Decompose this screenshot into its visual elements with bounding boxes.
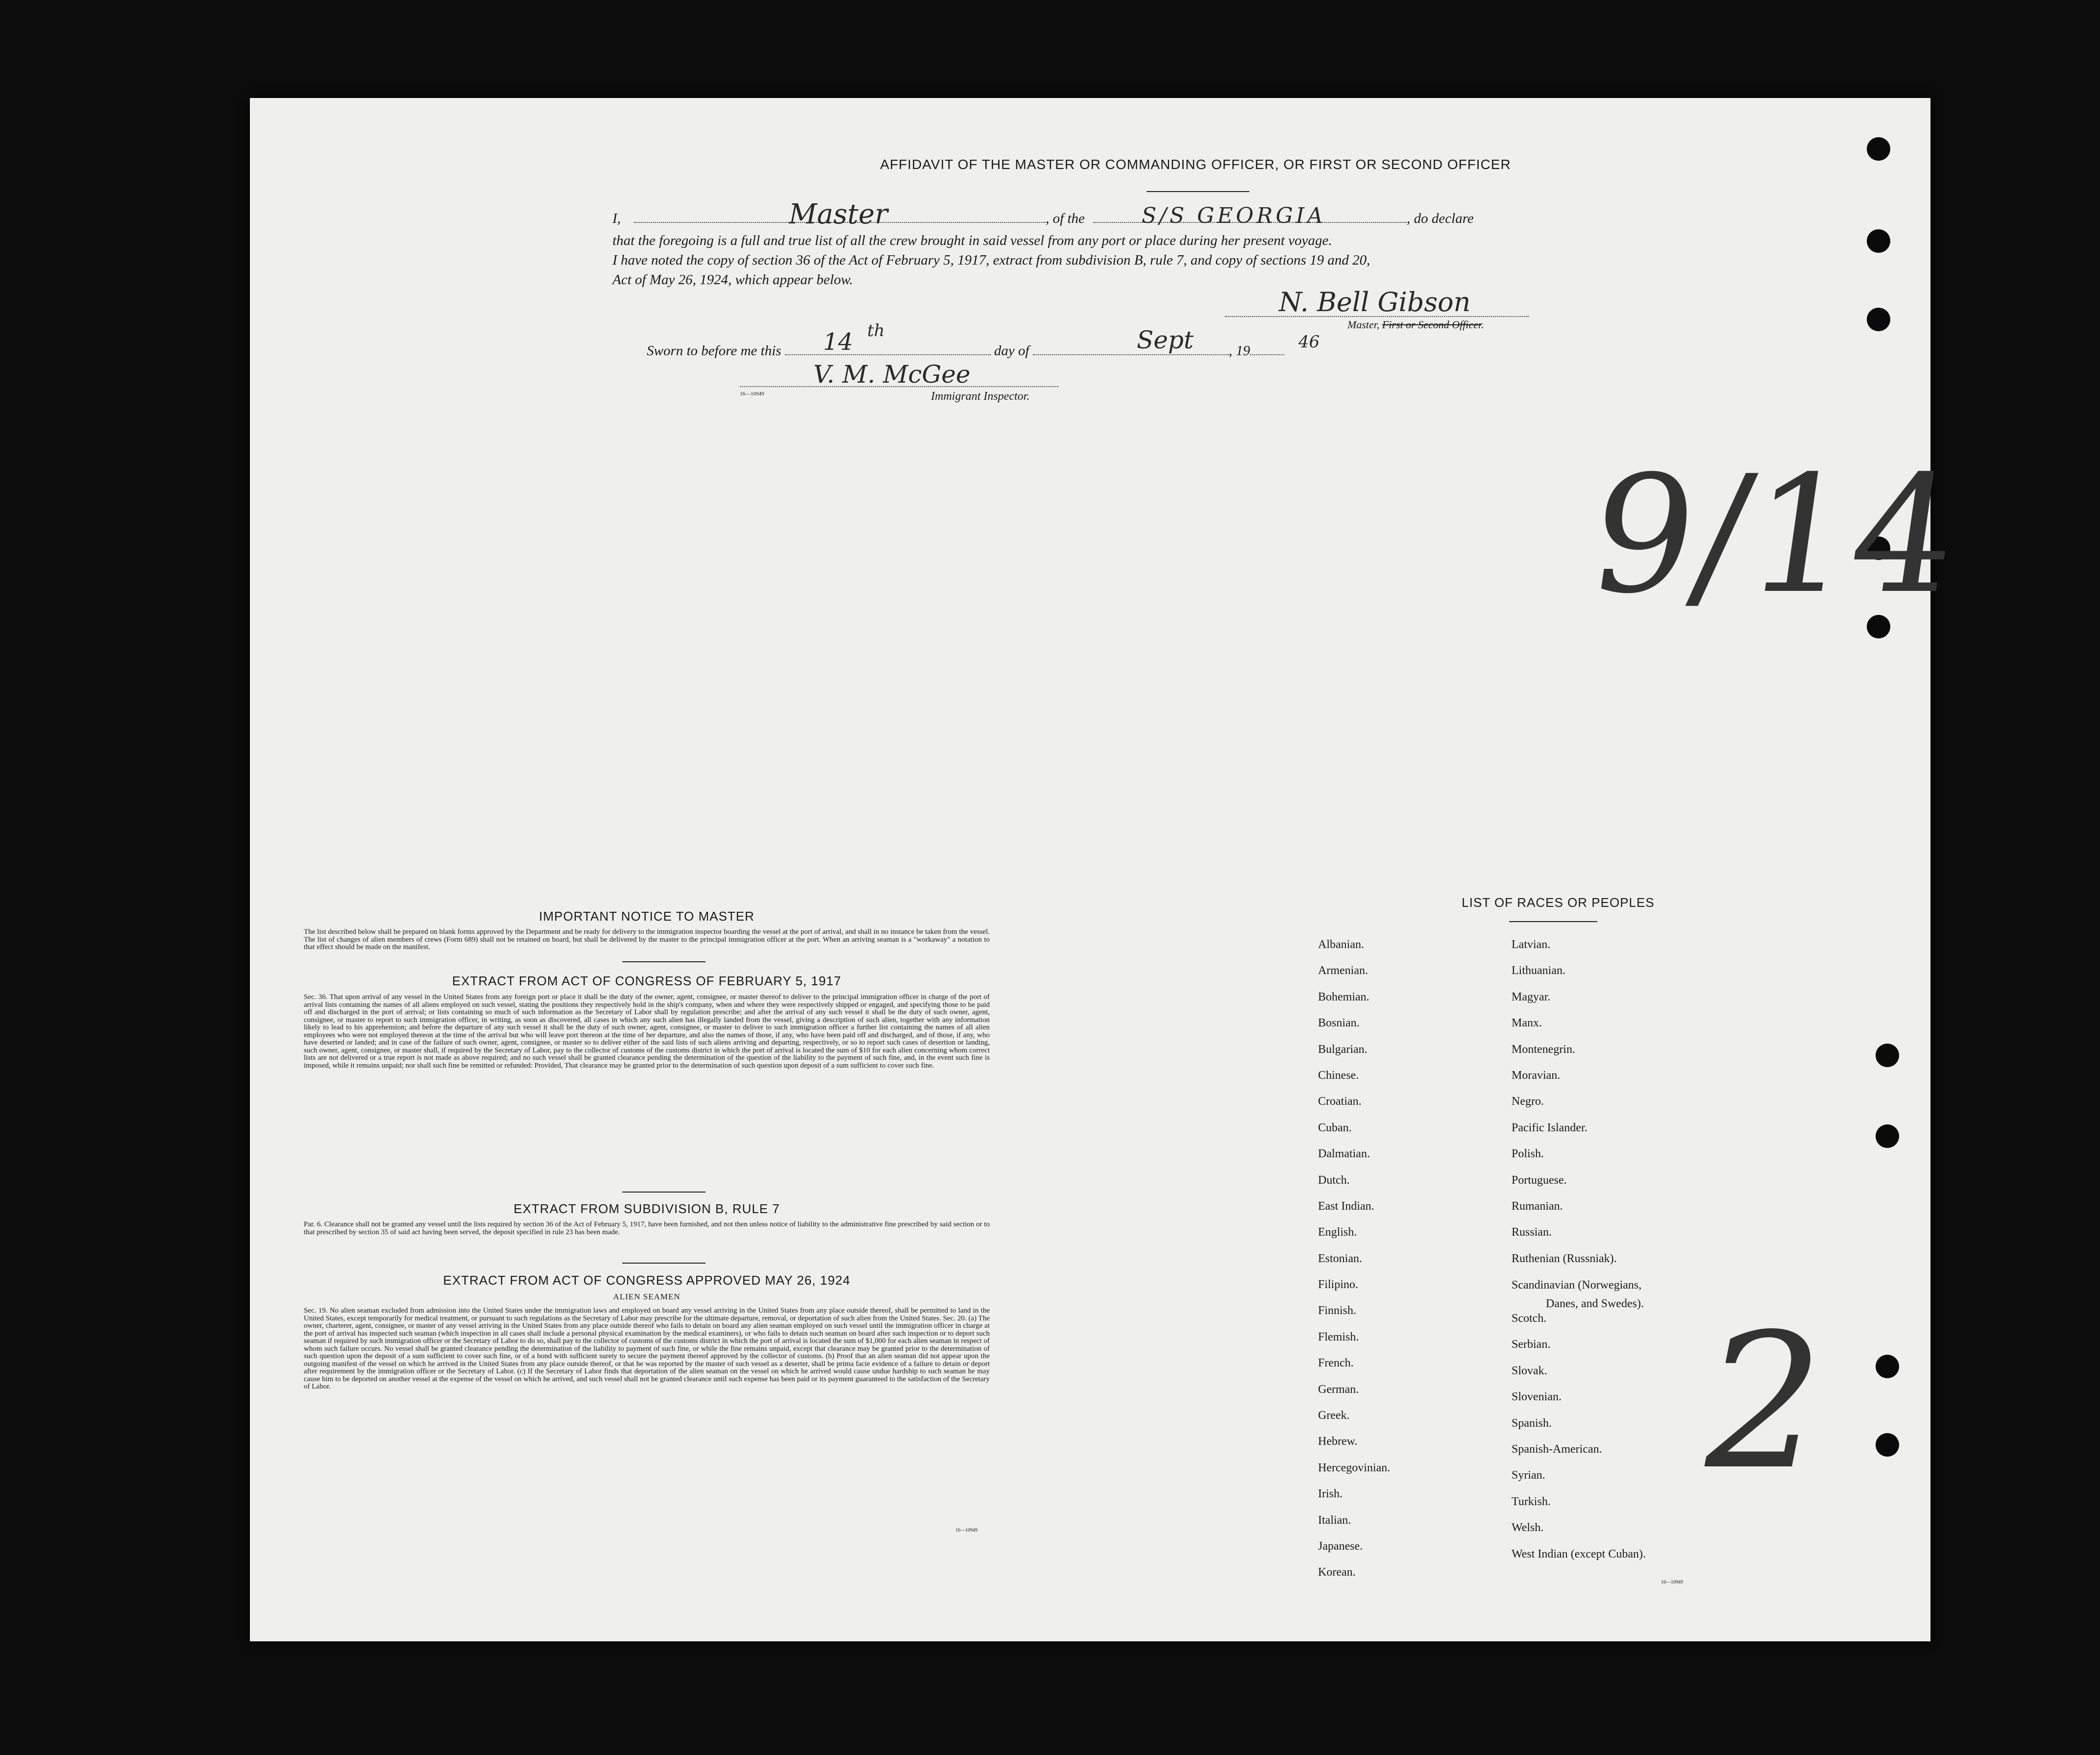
sworn-label: Sworn to before me this bbox=[647, 343, 781, 359]
race-item: Negro. bbox=[1512, 1095, 1544, 1108]
day-handwritten: 14 bbox=[823, 328, 854, 356]
race-item: Albanian. bbox=[1318, 938, 1364, 951]
race-item: Scotch. bbox=[1512, 1312, 1547, 1325]
officer-label: Master, First or Second Officer. bbox=[1347, 318, 1484, 331]
race-item: Syrian. bbox=[1512, 1469, 1545, 1482]
day-of-label: day of bbox=[994, 343, 1029, 359]
rule7-title: EXTRACT FROM SUBDIVISION B, RULE 7 bbox=[513, 1201, 780, 1216]
form-number: 16—10949 bbox=[1661, 1580, 1683, 1585]
inspector-label: Immigrant Inspector. bbox=[931, 390, 1030, 403]
form-number: 16—10949 bbox=[740, 391, 764, 397]
race-item: Serbian. bbox=[1512, 1338, 1551, 1351]
do-declare-label: , do declare bbox=[1407, 211, 1474, 226]
races-rule bbox=[1509, 921, 1597, 922]
race-item: Slovak. bbox=[1512, 1364, 1547, 1377]
races-title: LIST OF RACES OR PEOPLES bbox=[1462, 895, 1655, 910]
extract-1924-title: EXTRACT FROM ACT OF CONGRESS APPROVED MAY 26, 1924 bbox=[443, 1273, 851, 1288]
notice-title: IMPORTANT NOTICE TO MASTER bbox=[539, 909, 755, 924]
race-item: Magyar. bbox=[1512, 990, 1551, 1003]
inspector-line bbox=[740, 386, 1058, 387]
title-rule bbox=[1147, 191, 1249, 192]
punch-hole bbox=[1876, 1355, 1899, 1378]
of-the-label: , of the bbox=[1046, 211, 1085, 226]
race-item: English. bbox=[1318, 1226, 1357, 1239]
date-annotation: 9/14 bbox=[1579, 441, 1969, 629]
race-item: Filipino. bbox=[1318, 1278, 1359, 1292]
year-handwritten: 46 bbox=[1298, 332, 1320, 352]
race-item: Flemish. bbox=[1318, 1330, 1359, 1343]
race-item: Welsh. bbox=[1512, 1521, 1544, 1535]
race-item: Italian. bbox=[1318, 1513, 1351, 1527]
punch-hole bbox=[1876, 1124, 1899, 1148]
race-item: German. bbox=[1318, 1383, 1359, 1396]
master-signature: N. Bell Gibson bbox=[1279, 287, 1471, 317]
affidavit-line3: I have noted the copy of section 36 of the Act of February 5, 1917, extract from subdivision B, rule 7, and copy of sections 19 and 20, bbox=[612, 252, 1370, 268]
name-handwritten: Master bbox=[789, 198, 888, 230]
race-item: Ruthenian (Russniak). bbox=[1512, 1252, 1617, 1265]
month-field bbox=[1033, 354, 1229, 355]
section-rule bbox=[622, 1192, 706, 1193]
section-rule bbox=[622, 1263, 706, 1264]
race-item: Bosnian. bbox=[1318, 1017, 1360, 1030]
race-item: Spanish. bbox=[1512, 1416, 1552, 1430]
page-number-annotation: 2 bbox=[1705, 1293, 1824, 1511]
affidavit-title: AFFIDAVIT OF THE MASTER OR COMMANDING OFFICER, OR FIRST OR SECOND OFFICER bbox=[880, 157, 1511, 172]
day-field bbox=[785, 354, 991, 355]
race-item: Korean. bbox=[1318, 1566, 1356, 1579]
affidavit-line2: that the foregoing is a full and true list of all the crew brought in said vessel from any port or place during her present voyage. bbox=[612, 233, 1332, 248]
punch-hole bbox=[1876, 1044, 1899, 1067]
race-item: Irish. bbox=[1318, 1487, 1343, 1501]
races-left-column bbox=[1318, 932, 1390, 1586]
form-number: 16—10949 bbox=[955, 1528, 977, 1533]
day-suffix-handwritten: th bbox=[867, 321, 885, 341]
affidavit-line4: Act of May 26, 1924, which appear below. bbox=[612, 272, 853, 288]
race-item: Danes, and Swedes). bbox=[1546, 1297, 1644, 1311]
race-item: Cuban. bbox=[1318, 1121, 1352, 1134]
race-item: Montenegrin. bbox=[1512, 1043, 1575, 1056]
i-label: I, bbox=[612, 211, 621, 226]
rule7-body: Par. 6. Clearance shall not be granted any vessel until the lists required by section 36 of the Act of February 5, 1917, have been furnished, and not then unless notice of liability to the administrative fine prescribed by said section or to that prescribed by section 35 of said act having been served, the deposit specified in rule 23 has been made. bbox=[304, 1220, 990, 1236]
year-field bbox=[1250, 354, 1284, 355]
punch-hole bbox=[1867, 308, 1890, 331]
race-item: Russian. bbox=[1512, 1226, 1552, 1239]
race-item: Latvian. bbox=[1512, 938, 1551, 951]
extract-1917-title: EXTRACT FROM ACT OF CONGRESS OF FEBRUARY 5, 1917 bbox=[452, 974, 842, 988]
race-item: Portuguese. bbox=[1512, 1173, 1567, 1187]
race-item: Bohemian. bbox=[1318, 990, 1369, 1003]
vessel-handwritten: S/S GEORGIA bbox=[1142, 203, 1326, 228]
race-item: Chinese. bbox=[1318, 1069, 1359, 1082]
struck-officer-label: First or Second Officer bbox=[1382, 318, 1482, 331]
race-item: Slovenian. bbox=[1512, 1390, 1562, 1404]
race-item: Dutch. bbox=[1318, 1173, 1350, 1187]
section-rule bbox=[622, 961, 706, 962]
race-item: Japanese. bbox=[1318, 1539, 1363, 1553]
punch-hole bbox=[1876, 1433, 1899, 1457]
race-item: Rumanian. bbox=[1512, 1199, 1563, 1213]
punch-hole bbox=[1867, 137, 1890, 161]
race-item: Polish. bbox=[1512, 1147, 1544, 1161]
master-label: Master, bbox=[1347, 318, 1380, 331]
race-item: French. bbox=[1318, 1357, 1354, 1370]
race-item: Croatian. bbox=[1318, 1095, 1362, 1108]
race-item: Manx. bbox=[1512, 1017, 1542, 1030]
race-item: Greek. bbox=[1318, 1409, 1350, 1422]
race-item: Lithuanian. bbox=[1512, 964, 1565, 977]
race-item: East Indian. bbox=[1318, 1199, 1374, 1213]
month-handwritten: Sept bbox=[1137, 326, 1194, 354]
race-item: Armenian. bbox=[1318, 964, 1368, 977]
race-item: Scandinavian (Norwegians, bbox=[1512, 1279, 1642, 1292]
extract-1917-body: Sec. 36. That upon arrival of any vessel in the United States from any foreign port or place it shall be the duty of the owner, agent, consignee, or master thereof to deliver to the principal immigration officer in charge of the port of arrival lists containing the names of all aliens employed on such vessel, stating the positions they respectively hold in the ship's company, when and where they were respectively shipped or engaged, and specifying those to be paid off and discharged in the port of arrival; or lists containing so much of such information as the Secretary of Labor shall by regulation prescribe; and after the arrival of any such vessel it shall be the duty of such owner, agent, consignee, or master to report to such immigration officer, in writing, as soon as discovered, all cases in which any such alien has illegally landed from the vessel, giving a description of such alien, together with any information likely to lead to his apprehension; and before the departure of any such vessel it shall be the duty of such owner, agent, consignee, or master to deliver to such immigration officer a further list containing the names of all alien employees who were not employed thereon at the time of the arrival but who will leave port thereon at the time of her departure, and also the names of those, if any, who have been paid off and discharged, and of those, if any, who have deserted or landed; and in case of the failure of such owner, agent, consignee, or master so to deliver either of the said lists of such aliens arriving and departing, respectively, or so to report such cases of desertion or landing, such owner, agent, consignee, or master shall, if required by the Secretary of Labor, pay to the collector of customs of the customs district in which the port of arrival is located the sum of $10 for each alien concerning whom correct lists are not delivered or a true report is not made as above required; and no such vessel shall be granted clearance pending the determination of the question of the liability to the payment of such fine, and, in the event such fine is imposed, while it remains unpaid; nor shall such fine be remitted or refunded: Provided, That clearance may be granted prior to the determination of such question upon deposit of a sum sufficient to cover such fine. bbox=[304, 993, 990, 1070]
race-item: Turkish. bbox=[1512, 1495, 1551, 1508]
inspector-signature: V. M. McGee bbox=[813, 360, 971, 389]
race-item: Pacific Islander. bbox=[1512, 1121, 1587, 1134]
race-item: Finnish. bbox=[1318, 1304, 1357, 1317]
race-item: Moravian. bbox=[1512, 1069, 1561, 1082]
signature-line bbox=[1225, 316, 1529, 317]
document-page bbox=[250, 98, 1969, 1641]
year-prefix: , 19 bbox=[1228, 343, 1250, 359]
notice-body: The list described below shall be prepared on blank forms approved by the Department and be ready for delivery to the immigration inspector boarding the vessel at the port of arrival, and shall in no instance be taken from the vessel. The list of changes of alien members of crews (Form 689) shall not be retained on board, but shall be delivered by the master to the principal immigration officer at the port. When an arriving seaman is a "workaway" a notation to that effect should be made on the manifest. bbox=[304, 928, 990, 951]
alien-seamen-subtitle: ALIEN SEAMEN bbox=[613, 1292, 681, 1301]
race-item: Hebrew. bbox=[1318, 1435, 1358, 1448]
race-item: West Indian (except Cuban). bbox=[1512, 1547, 1646, 1560]
race-item: Hercegovinian. bbox=[1318, 1461, 1391, 1474]
punch-hole bbox=[1867, 229, 1890, 253]
races-right-column bbox=[1512, 932, 1646, 1567]
extract-1924-body: Sec. 19. No alien seaman excluded from admission into the United States under the immigration laws and employed on board any vessel arriving in the United States from any place outside thereof, shall be permitted to land in the United States, except temporarily for medical treatment, or pursuant to such regulations as the Secretary of Labor may prescribe for the ultimate departure, removal, or deportation of such alien from the United States. Sec. 20. (a) The owner, charterer, agent, consignee, or master of any vessel arriving in the United States from any place outside thereof who fails to detain on board any alien seaman employed on such vessel until the immigration officer in charge at the port of arrival has inspected such seaman (which inspection in all cases shall include a personal physical examination by the medical examiners), or who fails to detain such seaman on board after such inspection or to deport such seaman if required by such immigration officer or the Secretary of Labor to do so, shall pay to the collector of customs of the customs district in which the port of arrival is located the sum of $1,000 for each alien seaman in respect of whom such failure occurs. No vessel shall be granted clearance pending the determination of the liability to payment of such fine, or while the fine remains unpaid, except that clearance may be granted prior to the determination of such question upon the deposit of a sum sufficient to cover such fine, or of a bond with sufficient surety to secure the payment thereof approved by the collector of customs. (b) Proof that an alien seaman did not appear upon the outgoing manifest of the vessel on which he arrived in the United States from any place outside thereof, or that he was reported by the master of such vessel as a deserter, shall be prima facie evidence of a failure to detain or deport after requirement by the immigration officer or the Secretary of Labor. (c) If the Secretary of Labor finds that deportation of the alien seaman on the vessel on which he arrived would cause undue hardship to such seaman he may cause him to be deported on another vessel at the expense of the vessel on which he arrived, and such vessel shall not be granted clearance until such expense has been paid or its payment guaranteed to the satisfaction of the Secretary of Labor. bbox=[304, 1307, 990, 1390]
race-item: Estonian. bbox=[1318, 1252, 1362, 1265]
race-item: Dalmatian. bbox=[1318, 1147, 1370, 1161]
race-item: Spanish-American. bbox=[1512, 1443, 1602, 1456]
race-item: Bulgarian. bbox=[1318, 1043, 1367, 1056]
